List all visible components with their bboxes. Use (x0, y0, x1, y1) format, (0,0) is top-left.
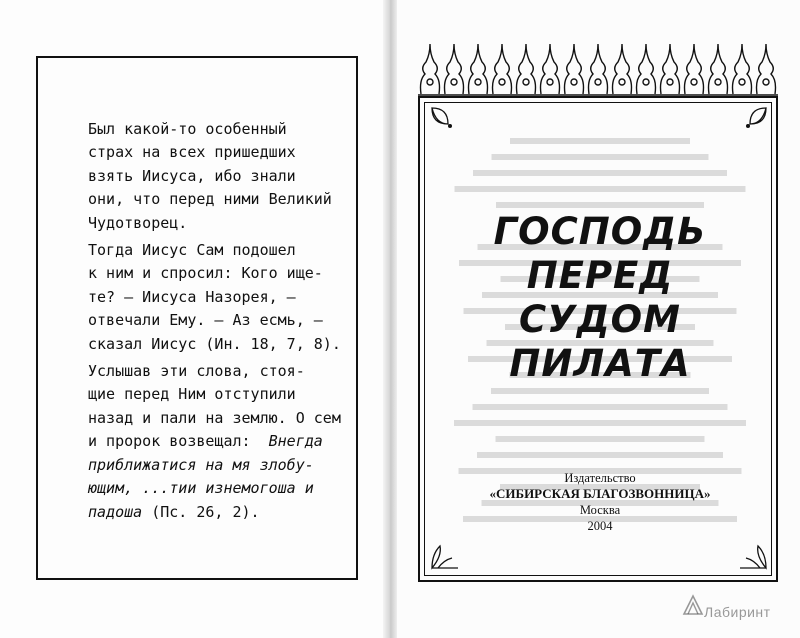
watermark (682, 592, 792, 632)
ornament-dot (595, 79, 601, 85)
text-line: они, что перед ними Великий (88, 190, 332, 209)
text-line: Был какой-то особенный (88, 120, 287, 138)
ornament-finial (421, 44, 440, 94)
ornament-dot (427, 79, 433, 85)
labyrinth-logo-icon (682, 594, 704, 616)
ornament-finial (757, 44, 776, 94)
text-line: назад и пали на землю. О сем (88, 408, 341, 427)
text-line: Тогда Иисус Сам подошел (88, 241, 296, 260)
text-fragment: и пророк возвещал: (88, 432, 251, 451)
ornament-dot (667, 79, 673, 85)
bleed-line (454, 420, 746, 426)
ornament-dot (475, 79, 481, 85)
text-line (52, 501, 344, 524)
ornament-finial (445, 44, 464, 94)
left-page-text (52, 118, 344, 528)
ornament-finial (661, 44, 680, 94)
quote-line: ющим, ...тии изнемогоша и (88, 479, 314, 498)
publisher-city: Москва (579, 503, 621, 517)
ornament-finial (517, 44, 536, 94)
bleed-line (496, 436, 705, 442)
ornament-dot (739, 79, 745, 85)
ornament-dot (619, 79, 625, 85)
bleed-line (510, 138, 690, 144)
ornament-dot (523, 79, 529, 85)
paragraph-2 (52, 239, 344, 356)
ornament-finial (469, 44, 488, 94)
text-line: к ним и спросил: Кого ище- (88, 264, 323, 283)
quote-fragment: падоша (88, 502, 143, 521)
bleed-line (473, 170, 727, 176)
watermark-text: Лабиринт (704, 604, 771, 620)
paragraph-1 (52, 118, 344, 235)
text-line: отвечали Ему. — Аз есмь, — (88, 311, 323, 330)
ornament-dot (763, 79, 769, 85)
publisher-label: Издательство (564, 471, 636, 485)
ornament-finial (733, 44, 752, 94)
text-line (52, 430, 344, 453)
ornament-finial (637, 44, 656, 94)
ornament-dot (643, 79, 649, 85)
text-line: щие перед Ним отступили (88, 385, 296, 404)
corner-ornament-bottom-left (428, 532, 468, 572)
publisher-block (440, 470, 760, 534)
scripture-reference: (Пс. 26, 2). (151, 502, 260, 521)
top-ornament (418, 40, 778, 96)
ornament-dot (499, 79, 505, 85)
ornament-finial (709, 44, 728, 94)
ornament-finial (589, 44, 608, 94)
bleed-line (473, 404, 728, 410)
title-line: ГОСПОДЬ (493, 210, 707, 253)
title-line: ПИЛАТА (509, 342, 691, 385)
bleed-line (477, 452, 723, 458)
title-line: ПЕРЕД СУДОМ (519, 254, 681, 341)
ornament-finial (613, 44, 632, 94)
paragraph-3 (52, 360, 344, 524)
text-line: страх на всех пришедших (88, 143, 296, 162)
book-title (440, 210, 760, 386)
ornament-dot (547, 79, 553, 85)
publication-year: 2004 (587, 519, 613, 533)
bleed-line (455, 186, 746, 192)
ornament-dot (715, 79, 721, 85)
ornament-finial (541, 44, 560, 94)
quote-fragment: Внегда (268, 432, 323, 451)
ornament-dot (571, 79, 577, 85)
ornament-finial (685, 44, 704, 94)
bleed-line (492, 154, 709, 160)
book-gutter (383, 0, 397, 638)
corner-ornament-bottom-right (730, 532, 770, 572)
text-line: сказал Иисус (Ин. 18, 7, 8). (88, 334, 341, 353)
text-line: Чудотворец. (88, 213, 188, 232)
ornament-dot (691, 79, 697, 85)
publisher-name: «СИБИРСКАЯ БЛАГОЗВОННИЦА» (489, 486, 711, 501)
ornament-dot (451, 79, 457, 85)
ornament-finial (565, 44, 584, 94)
text-line: Услышав эти слова, стоя- (88, 362, 305, 381)
bleed-line (491, 388, 709, 394)
text-line: взять Иисуса, ибо знали (88, 166, 296, 185)
ornament-finial (493, 44, 512, 94)
text-line: те? — Иисуса Назорея, — (88, 287, 296, 306)
quote-line: приближатися на мя злобу- (88, 455, 314, 474)
bleed-line (496, 202, 704, 208)
